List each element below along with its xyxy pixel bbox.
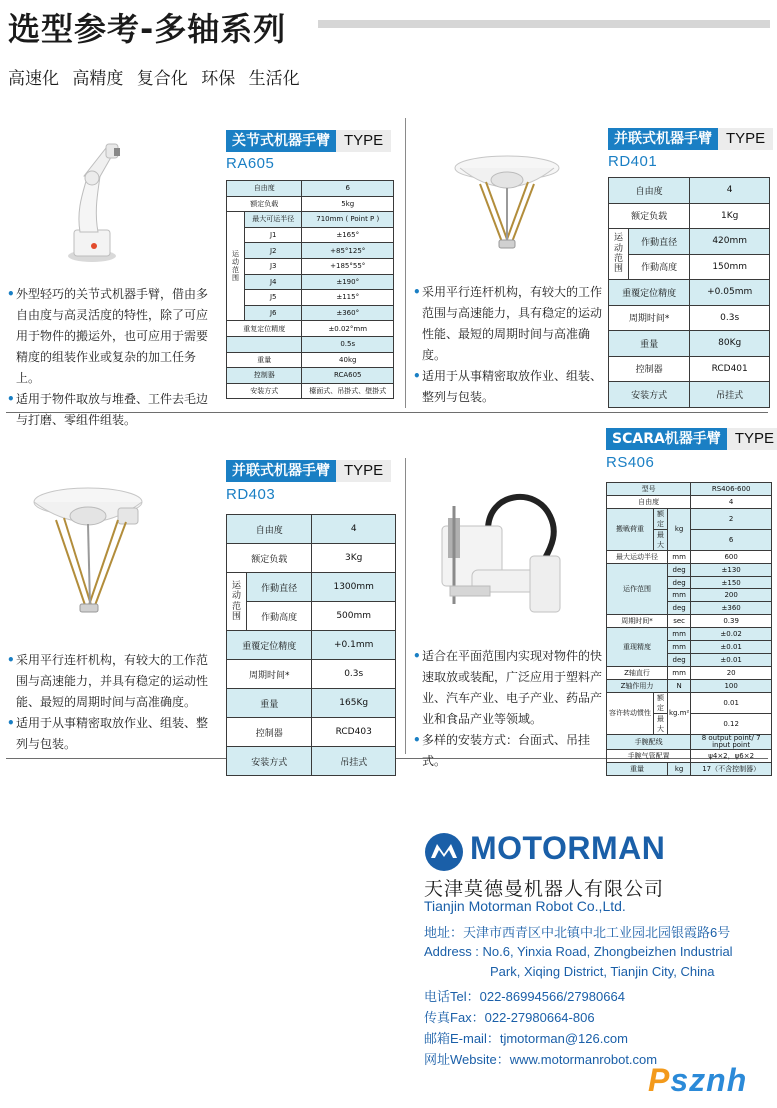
rs406-robot-image xyxy=(432,486,572,626)
title-rule xyxy=(318,20,770,28)
spec-label: Z轴直行 xyxy=(607,666,668,679)
spec-unit: kg.m² xyxy=(667,692,690,734)
spec-value: RCA605 xyxy=(302,368,394,384)
spec-label: 运动范围 xyxy=(609,229,629,280)
spec-value: ±360 xyxy=(691,602,772,615)
spec-label: 搬戦荷重 xyxy=(607,508,654,550)
company-address-en-line2: Park, Xiqing District, Tianjin City, China xyxy=(490,964,715,979)
spec-label: J3 xyxy=(244,258,302,274)
spec-label: Z轴作用力 xyxy=(607,679,668,692)
spec-label xyxy=(227,336,302,352)
spec-value: 0.3s xyxy=(690,305,770,331)
spec-value: 150mm xyxy=(690,254,770,280)
spec-label: 自由度 xyxy=(227,515,312,544)
spec-label: 作動高度 xyxy=(628,254,689,280)
rd403-heading xyxy=(226,460,391,482)
spec-sublabel: 最大 xyxy=(654,529,668,550)
column-divider-bottom xyxy=(405,458,406,754)
company-fax: 传真Fax：022-27980664-806 xyxy=(424,1010,595,1025)
spec-label: 周期时间* xyxy=(227,660,312,689)
spec-label: 最大运动半径 xyxy=(607,550,668,563)
spec-value: 0.3s xyxy=(312,660,396,689)
spec-value: 5kg xyxy=(302,196,394,212)
spec-label: 作動直径 xyxy=(628,229,689,255)
spec-label: 作動直径 xyxy=(246,573,311,602)
company-email: 邮箱E-mail：tjmotorman@126.com xyxy=(424,1031,628,1046)
spec-label: 手腕气管配置 xyxy=(607,750,691,763)
spec-value: 200 xyxy=(691,589,772,602)
spec-label: 重量 xyxy=(227,352,302,368)
spec-value: ±0.01 xyxy=(691,641,772,654)
spec-label: 周期时间* xyxy=(609,305,690,331)
spec-unit: deg xyxy=(667,576,690,589)
spec-value: ±165° xyxy=(302,227,394,243)
rs406-type-label: TYPE xyxy=(727,428,777,450)
column-divider-top xyxy=(405,118,406,408)
spec-value: 2 xyxy=(691,508,772,529)
spec-value: 0.01 xyxy=(691,692,772,713)
spec-label: J4 xyxy=(244,274,302,290)
spec-value: 0.5s xyxy=(302,336,394,352)
spec-sublabel: 最大 xyxy=(654,713,668,734)
spec-value: 6 xyxy=(302,181,394,197)
spec-value: ±360° xyxy=(302,305,394,321)
page-title: 选型参考-多轴系列 xyxy=(8,10,287,48)
spec-value: RS406-600 xyxy=(691,483,772,496)
rd401-bullet: • 采用平行连杆机构，有较大的工作范围与高速能力，具有稳定的运动性能、最短的周期时间与高准确度。 xyxy=(414,282,604,366)
spec-label: 型号 xyxy=(607,483,691,496)
spec-value: 檯面式、吊掛式、壁掛式 xyxy=(302,383,394,399)
spec-value: 0.39 xyxy=(691,615,772,628)
spec-value: 0.12 xyxy=(691,713,772,734)
spec-value: 4 xyxy=(312,515,396,544)
rs406-bullet: • 多样的安装方式：台面式、吊挂式。 xyxy=(414,730,606,772)
rd401-robot-image xyxy=(452,150,562,260)
spec-value: +185°55° xyxy=(302,258,394,274)
spec-label: 控制器 xyxy=(227,368,302,384)
spec-label: 安装方式 xyxy=(227,747,312,776)
spec-label: 容许转动惯性 xyxy=(607,692,654,734)
rd403-type-label: TYPE xyxy=(336,460,391,482)
spec-value: +0.05mm xyxy=(690,280,770,306)
watermark-first-letter: P xyxy=(648,1062,671,1098)
spec-label: 安装方式 xyxy=(227,383,302,399)
spec-label: 最大可运半径 xyxy=(244,212,302,228)
spec-label: 作動高度 xyxy=(246,602,311,631)
company-name-cn: 天津莫德曼机器人有限公司 xyxy=(424,878,665,900)
spec-label: 额定负载 xyxy=(227,544,312,573)
spec-label: 自由度 xyxy=(227,181,302,197)
spec-value: ±0.02°mm xyxy=(302,321,394,337)
rs406-category: SCARA机器手臂 xyxy=(606,428,727,450)
rd403-bullet: • 采用平行连杆机构，有较大的工作范围与高速能力，并具有稳定的运动性能、最短的周期时间与高准确度。 xyxy=(8,650,213,713)
rd401-heading xyxy=(608,128,773,150)
spec-value: 吊挂式 xyxy=(690,382,770,408)
spec-unit: kg xyxy=(667,763,690,776)
spec-label: 重复定位精度 xyxy=(227,321,302,337)
ra605-type-label: TYPE xyxy=(336,130,391,152)
spec-value: +85°125° xyxy=(302,243,394,259)
spec-label: 额定负载 xyxy=(609,203,690,229)
spec-sublabel: 额定 xyxy=(654,692,668,713)
spec-unit: mm xyxy=(667,666,690,679)
spec-unit: kg xyxy=(667,508,690,550)
ra605-robot-image xyxy=(54,138,126,266)
spec-unit: sec xyxy=(667,615,690,628)
spec-label: J1 xyxy=(244,227,302,243)
spec-unit: deg xyxy=(667,653,690,666)
rd401-description xyxy=(414,282,604,408)
ra605-bullet: • 适用于物件取放与堆叠、工件去毛边与打磨、零组件组装。 xyxy=(8,389,208,431)
ra605-bullet: • 外型轻巧的关节式机器手臂，借由多自由度与高灵活度的特性，除了可应用于物件的搬运外，也可应用于需要精度的组装作业或复杂的加工任务上。 xyxy=(8,284,208,389)
spec-label: 安装方式 xyxy=(609,382,690,408)
spec-label: 自由度 xyxy=(609,178,690,204)
spec-unit: deg xyxy=(667,563,690,576)
rs406-heading xyxy=(606,428,777,450)
spec-value: +0.1mm xyxy=(312,631,396,660)
ra605-category: 关节式机器手臂 xyxy=(226,130,336,152)
ra605-heading xyxy=(226,130,391,152)
rs406-model: RS406 xyxy=(606,454,655,471)
rd403-robot-image xyxy=(30,480,150,620)
spec-label: 手腕配线 xyxy=(607,734,691,750)
spec-unit: mm xyxy=(667,589,690,602)
spec-value: ±0.01 xyxy=(691,653,772,666)
spec-label: 自由度 xyxy=(607,495,691,508)
spec-label: 重量 xyxy=(227,689,312,718)
rd401-spec-table xyxy=(608,177,770,408)
spec-value: ±190° xyxy=(302,274,394,290)
company-address-en-line1: Address : No.6, Yinxia Road, Zhongbeizhen Industrial xyxy=(424,944,733,959)
spec-value: 6 xyxy=(691,529,772,550)
spec-label: 重覆定位精度 xyxy=(227,631,312,660)
spec-label: 重覆定位精度 xyxy=(609,280,690,306)
rd403-spec-table xyxy=(226,514,396,776)
rd403-model: RD403 xyxy=(226,486,276,503)
spec-label: 额定负载 xyxy=(227,196,302,212)
rd403-description xyxy=(8,650,213,755)
ra605-description xyxy=(8,284,208,431)
spec-label: J2 xyxy=(244,243,302,259)
spec-unit: N xyxy=(667,679,690,692)
spec-label: J5 xyxy=(244,290,302,306)
spec-value: ψ4×2，ψ6×2 xyxy=(691,750,772,763)
ra605-spec-table xyxy=(226,180,394,399)
spec-value: 1300mm xyxy=(312,573,396,602)
watermark xyxy=(648,1062,747,1099)
spec-value: 100 xyxy=(691,679,772,692)
spec-label: 周期时间* xyxy=(607,615,668,628)
spec-value: 17（不含控制器） xyxy=(691,763,772,776)
spec-value: 40kg xyxy=(302,352,394,368)
spec-value: 4 xyxy=(691,495,772,508)
motorman-logo-text: MOTORMAN xyxy=(470,830,666,866)
company-website: 网址Website：www.motormanrobot.com xyxy=(424,1052,658,1067)
spec-value: 600 xyxy=(691,550,772,563)
spec-value: 8 output point/ 7 input point xyxy=(691,734,772,750)
spec-value: 710mm ( Point P ) xyxy=(302,212,394,228)
rd401-bullet: • 适用于从事精密取放作业、组装、整列与包装。 xyxy=(414,366,604,408)
spec-value: 420mm xyxy=(690,229,770,255)
watermark-rest: sznh xyxy=(670,1062,748,1098)
spec-value: 吊挂式 xyxy=(312,747,396,776)
company-tel: 电话Tel：022-86994566/27980664 xyxy=(424,989,625,1004)
company-address-cn: 地址：天津市西青区中北镇中北工业园北园银霞路6号 xyxy=(424,925,731,940)
rd403-category: 并联式机器手臂 xyxy=(226,460,336,482)
spec-label: 控制器 xyxy=(609,356,690,382)
rs406-description xyxy=(414,646,606,772)
spec-value: 500mm xyxy=(312,602,396,631)
spec-label: 控制器 xyxy=(227,718,312,747)
spec-unit: mm xyxy=(667,550,690,563)
spec-value: 3Kg xyxy=(312,544,396,573)
spec-label: J6 xyxy=(244,305,302,321)
spec-value: 80Kg xyxy=(690,331,770,357)
spec-label: 重量 xyxy=(607,763,668,776)
rd401-category: 并联式机器手臂 xyxy=(608,128,718,150)
spec-value: RCD401 xyxy=(690,356,770,382)
ra605-model: RA605 xyxy=(226,155,275,172)
spec-label: 重量 xyxy=(609,331,690,357)
spec-value: ±115° xyxy=(302,290,394,306)
spec-unit: deg xyxy=(667,602,690,615)
spec-unit: mm xyxy=(667,641,690,654)
rs406-spec-table xyxy=(606,482,772,776)
spec-label: 重现精度 xyxy=(607,628,668,667)
spec-value: ±0.02 xyxy=(691,628,772,641)
spec-label: 运动范围 xyxy=(227,573,247,631)
spec-value: ±150 xyxy=(691,576,772,589)
spec-value: ±130 xyxy=(691,563,772,576)
spec-value: 165Kg xyxy=(312,689,396,718)
company-name-en: Tianjin Motorman Robot Co.,Ltd. xyxy=(424,898,626,914)
spec-value: RCD403 xyxy=(312,718,396,747)
rs406-bullet: • 适合在平面范围内实现对物件的快速取放或装配，广泛应用于塑料产业、汽车产业、电子产业、药品产业和食品产业等领域。 xyxy=(414,646,606,730)
motorman-logo-icon xyxy=(424,832,464,872)
spec-sublabel: 额定 xyxy=(654,508,668,529)
tagline: 高速化 高精度 复合化 环保 生活化 xyxy=(8,69,300,89)
rd401-type-label: TYPE xyxy=(718,128,773,150)
spec-value: 20 xyxy=(691,666,772,679)
rd403-bullet: • 适用于从事精密取放作业、组装、整列与包装。 xyxy=(8,713,213,755)
spec-unit: mm xyxy=(667,628,690,641)
rd401-model: RD401 xyxy=(608,153,658,170)
spec-value: 1Kg xyxy=(690,203,770,229)
spec-label: 运动范围 xyxy=(227,212,245,321)
spec-label: 运作范围 xyxy=(607,563,668,615)
spec-value: 4 xyxy=(690,178,770,204)
